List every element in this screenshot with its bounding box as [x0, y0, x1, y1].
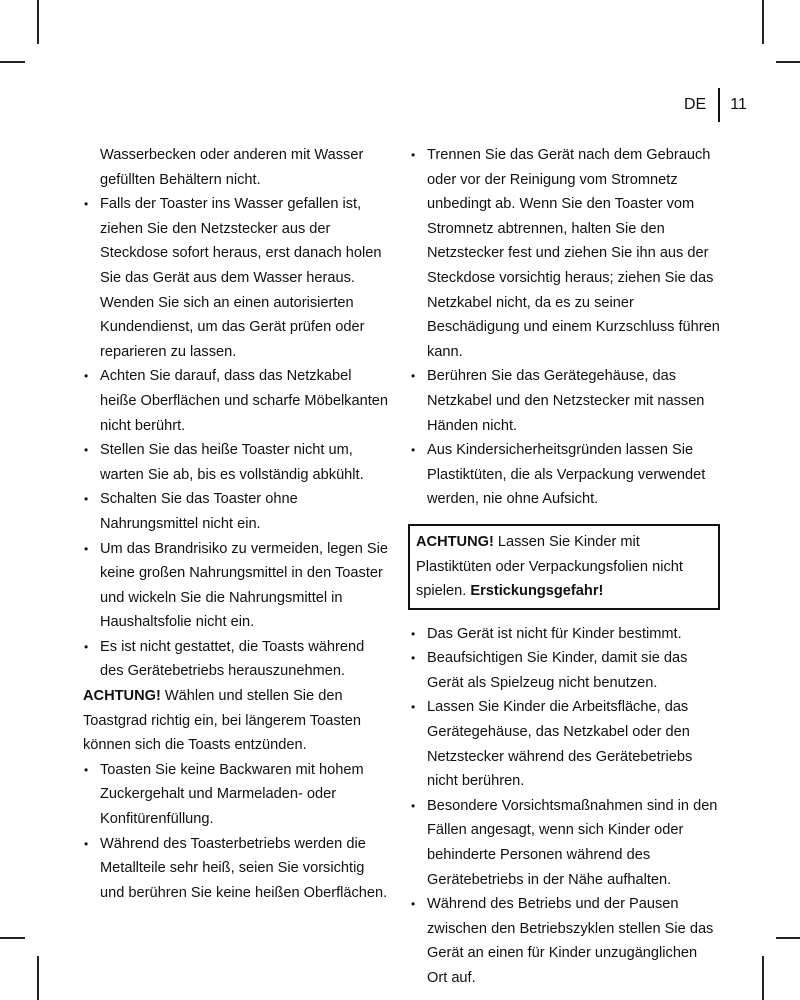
left-bullet-list-1 — [83, 192, 391, 684]
warning-label: ACHTUNG! — [416, 533, 494, 550]
list-item: • Beaufsichtigen Sie Kinder, damit sie das Gerät als Spielzeug nicht benutzen. — [410, 646, 720, 695]
list-item: • Lassen Sie Kinder die Arbeitsfläche, das Gerätegehäuse, das Netzkabel oder den Netzstecker während des Gerätebetriebs nicht berühren. — [410, 695, 720, 793]
list-item: • Achten Sie darauf, dass das Netzkabel heiße Oberflächen und scharfe Möbelkanten nicht berührt. — [83, 364, 391, 438]
crop-mark-bottom-right-h — [776, 937, 800, 939]
list-item: • Das Gerät ist nicht für Kinder bestimmt. — [410, 622, 720, 647]
continuation-text: Wasserbecken oder anderen mit Wasser gefüllten Behältern nicht. — [100, 147, 364, 188]
list-item: • Es ist nicht gestattet, die Toasts während des Gerätebetriebs herauszunehmen. — [83, 635, 391, 684]
warning-emphasis: Erstickungsgefahr! — [470, 583, 604, 600]
list-item: • Toasten Sie keine Backwaren mit hohem Zuckergehalt und Marmeladen- oder Konfitürenfüllung. — [83, 758, 391, 832]
warning-label: ACHTUNG! — [83, 688, 161, 705]
list-item: • Stellen Sie das heiße Toaster nicht um, warten Sie ab, bis es vollständig abkühlt. — [83, 438, 391, 487]
page-header — [684, 88, 747, 122]
right-bullet-list-2 — [410, 622, 720, 991]
list-item: • Schalten Sie das Toaster ohne Nahrungsmittel nicht ein. — [83, 487, 391, 536]
child-safety-warning-box — [408, 524, 720, 610]
warning-text: Lassen Sie Kinder mit Plastiktüten oder Verpackungsfolien nicht spielen. — [416, 533, 683, 600]
list-item: • Trennen Sie das Gerät nach dem Gebrauch oder vor der Reinigung vom Stromnetz unbedingt ab. Wenn Sie den Toaster vom Stromnetz abtrennen, halten Sie den Netzstecker fest und ziehen Sie ihn aus der Steckdose vorsichtig heraus; ziehen Sie das Netzkabel nicht, da es zu seiner Beschädigung und einem Kurzschluss führen kann. — [410, 143, 720, 364]
list-item: • Aus Kindersicherheitsgründen lassen Sie Plastiktüten, die als Verpackung verwendet werden, nie ohne Aufsicht. — [410, 438, 720, 512]
list-item: • Während des Betriebs und der Pausen zwischen den Betriebszyklen stellen Sie das Gerät an einen für Kinder unzugänglichen Ort auf. — [410, 892, 720, 990]
list-item: • Falls der Toaster ins Wasser gefallen ist, ziehen Sie den Netzstecker aus der Steckdose sofort heraus, erst danach holen Sie das Gerät aus dem Wasser heraus. Wenden Sie sich an einen autorisierten Kundendienst, um das Gerät prüfen oder reparieren zu lassen. — [83, 192, 391, 364]
left-column — [83, 143, 391, 905]
right-bullet-list-1 — [410, 143, 720, 512]
list-item: • Um das Brandrisiko zu vermeiden, legen Sie keine großen Nahrungsmittel in den Toaster und wickeln Sie die Nahrungsmittel in Haushaltsfolie nicht ein. — [83, 537, 391, 635]
crop-mark-top-left-h — [0, 61, 25, 63]
list-item: • Während des Toasterbetriebs werden die Metallteile sehr heiß, seien Sie vorsichtig und berühren Sie keine heißen Oberflächen. — [83, 832, 391, 906]
toast-warning — [83, 684, 391, 758]
header-divider — [718, 88, 720, 122]
warning-text: Wählen und stellen Sie den Toastgrad richtig ein, bei längerem Toasten können sich die Toasts entzünden. — [83, 688, 361, 754]
left-bullet-list-2 — [83, 758, 391, 906]
list-item: • Berühren Sie das Gerätegehäuse, das Netzkabel und den Netzstecker mit nassen Händen nicht. — [410, 364, 720, 438]
crop-mark-bottom-left-h — [0, 937, 25, 939]
right-column — [410, 143, 720, 991]
page-number: 11 — [730, 96, 747, 113]
language-code: DE — [684, 96, 707, 113]
crop-mark-top-right-v — [762, 0, 764, 44]
list-item: • Besondere Vorsichtsmaßnahmen sind in den Fällen angesagt, wenn sich Kinder oder behinderte Personen während des Gerätebetriebs in der Nähe aufhalten. — [410, 794, 720, 892]
crop-mark-bottom-right-v — [762, 956, 764, 1000]
crop-mark-top-right-h — [776, 61, 800, 63]
crop-mark-top-left-v — [37, 0, 39, 44]
crop-mark-bottom-left-v — [37, 956, 39, 1000]
